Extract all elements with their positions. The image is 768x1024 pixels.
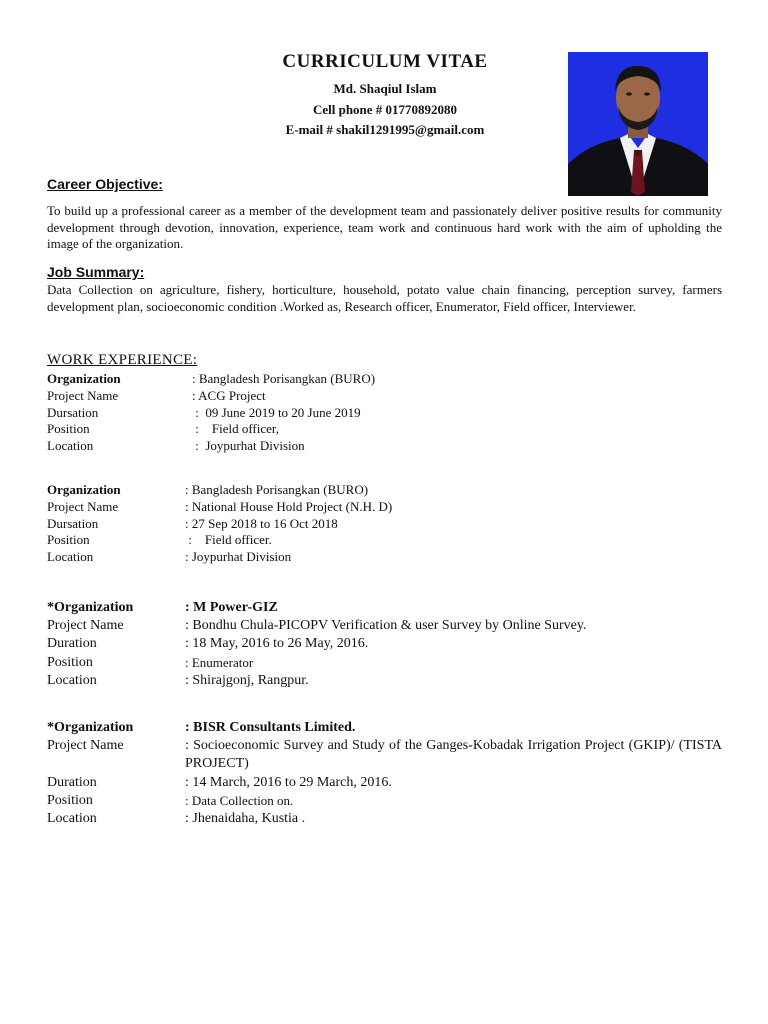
entry-row-duration <box>47 774 722 792</box>
field-value: : National House Hold Project (N.H. D) <box>185 498 393 514</box>
field-value: : ACG Project <box>192 387 266 403</box>
field-label: Project Name <box>47 618 124 634</box>
field-label: Position <box>47 654 93 670</box>
field-label: Position <box>47 792 93 808</box>
field-label: Project Name <box>47 498 119 514</box>
entry-row-location <box>47 549 722 566</box>
entry-row-organization <box>47 482 722 499</box>
entry-row-position <box>47 421 722 438</box>
field-label: Dursation <box>47 404 99 420</box>
field-label: Location <box>47 438 94 454</box>
entry-row-duration <box>47 405 722 422</box>
field-label: Organization <box>47 482 121 497</box>
profile-photo <box>568 52 708 196</box>
experience-entry <box>47 719 722 828</box>
field-value: : Field officer, <box>192 421 279 437</box>
job-summary-heading: Job Summary: <box>47 264 145 280</box>
phone-line: Cell phone # 01770892080 <box>312 101 458 117</box>
field-label: Location <box>47 811 97 827</box>
field-label: Dursation <box>47 515 99 531</box>
experience-entry <box>47 371 722 455</box>
entry-row-location <box>47 438 722 455</box>
field-label: Location <box>47 672 97 688</box>
candidate-name: Md. Shaqiul Islam <box>333 81 437 96</box>
entry-row-location <box>47 810 722 828</box>
job-summary-text: Data Collection on agriculture, fishery, horticulture, household, potato value chain financing, perception survey, farmers development plan, socioeconomic condition .Worked as, Research officer, Enumerator, Field officer, Interviewer. <box>47 282 722 314</box>
field-value: : 14 March, 2016 to 29 March, 2016. <box>185 774 392 790</box>
field-label: *Organization <box>47 720 134 735</box>
field-value: : 27 Sep 2018 to 16 Oct 2018 <box>185 515 338 531</box>
field-value: : Joypurhat Division <box>192 438 305 454</box>
field-value: : Joypurhat Division <box>185 549 292 565</box>
field-value: : Socioeconomic Survey and Study of the Ganges-Kobadak Irrigation Project (GKIP)/ (TISTA PROJECT) <box>185 738 722 772</box>
field-value: : 09 June 2019 to 20 June 2019 <box>192 404 361 420</box>
field-label: Organization <box>47 371 121 386</box>
field-value: : Field officer. <box>185 532 272 548</box>
field-value: : Jhenaidaha, Kustia . <box>185 811 306 827</box>
entry-row-position <box>47 532 722 549</box>
career-objective-text: To build up a professional career as a member of the development team and passionately deliver positive results for community development through devotion, innovation, experience, team work and continuous hard work with the aim of upholding the image of the organization. <box>47 203 722 251</box>
entry-row-position <box>47 792 722 810</box>
entry-row-project <box>47 617 722 635</box>
experience-entry <box>47 599 722 690</box>
field-value: : 18 May, 2016 to 26 May, 2016. <box>185 636 369 652</box>
field-value: : M Power-GIZ <box>185 600 278 615</box>
field-label: Duration <box>47 774 97 790</box>
field-label: Position <box>47 421 90 437</box>
entry-row-location <box>47 672 722 690</box>
entry-row-position <box>47 654 722 672</box>
entry-row-organization <box>47 371 722 388</box>
entry-row-project <box>47 499 722 516</box>
document-title: CURRICULUM VITAE <box>282 51 488 72</box>
email-line: E-mail # shakil1291995@gmail.com <box>285 122 485 137</box>
entry-row-project <box>47 737 722 773</box>
field-value: : Bangladesh Porisangkan (BURO) <box>192 371 376 386</box>
cv-header <box>180 50 590 141</box>
field-label: Position <box>47 532 90 548</box>
field-value: : Enumerator <box>185 654 254 670</box>
entry-row-organization <box>47 719 722 737</box>
entry-row-project <box>47 388 722 405</box>
field-value: : Bangladesh Porisangkan (BURO) <box>185 482 369 497</box>
career-objective-heading: Career Objective: <box>47 176 163 192</box>
field-label: Location <box>47 549 94 565</box>
field-label: Project Name <box>47 738 124 754</box>
entry-row-duration <box>47 635 722 653</box>
field-value: : BISR Consultants Limited. <box>185 720 356 735</box>
experience-entry <box>47 482 722 566</box>
field-value: : Data Collection on. <box>185 792 294 808</box>
entry-row-duration <box>47 516 722 533</box>
field-value: : Bondhu Chula-PICOPV Verification & user Survey by Online Survey. <box>185 618 587 634</box>
work-experience-heading: WORK EXPERIENCE: <box>47 352 198 368</box>
field-label: Duration <box>47 636 97 652</box>
field-value: : Shirajgonj, Rangpur. <box>185 672 309 688</box>
entry-row-organization <box>47 599 722 617</box>
field-label: *Organization <box>47 600 134 615</box>
field-label: Project Name <box>47 387 119 403</box>
